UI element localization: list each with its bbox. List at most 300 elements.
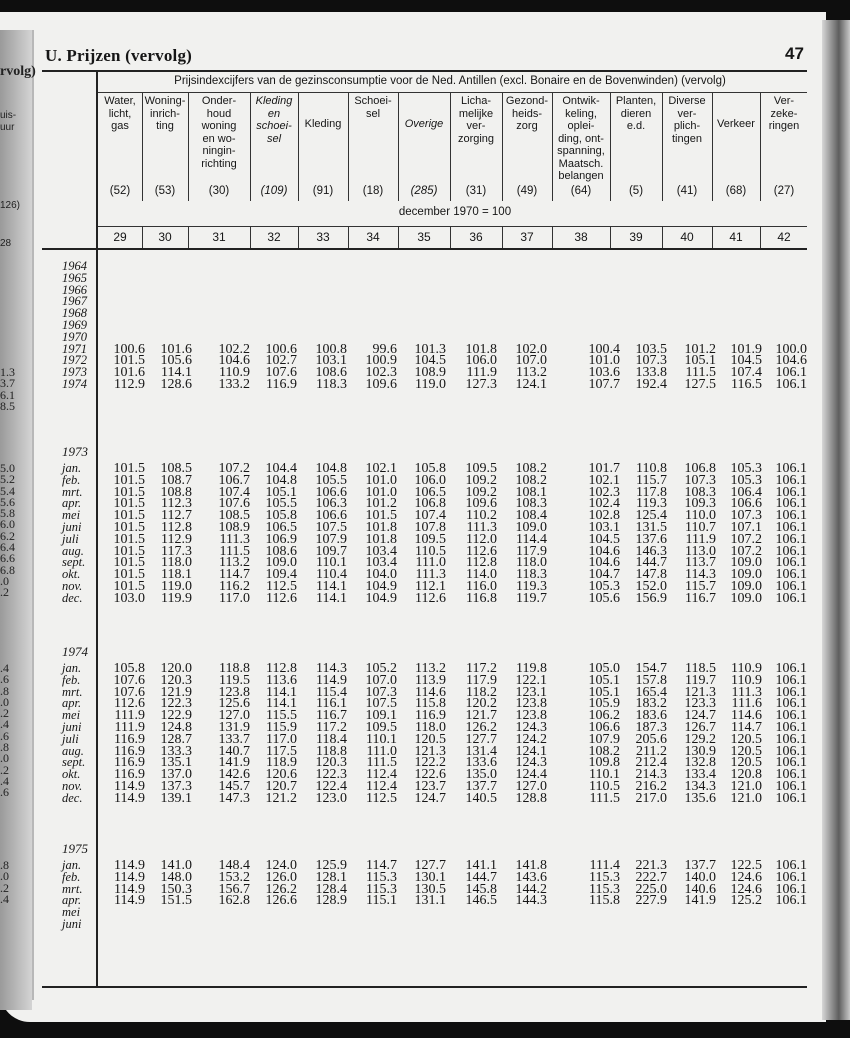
table-cell: 100.0 <box>775 341 807 357</box>
column-divider <box>502 227 503 248</box>
table-cell: 128.6 <box>160 376 192 392</box>
column-header: Kleding <box>304 118 342 130</box>
table-cell: 102.1 <box>588 472 620 488</box>
table-cell: 114.9 <box>114 881 145 897</box>
table-cell: 141.9 <box>218 755 250 771</box>
table-cell: 101.5 <box>113 496 145 512</box>
table-cell: 106.8 <box>684 461 716 476</box>
table-cell: 109.4 <box>265 567 297 583</box>
table-cell: 101.5 <box>113 461 145 476</box>
table-cell: 108.3 <box>684 484 716 500</box>
table-cell: 101.0 <box>588 353 620 369</box>
table-cell: 127.7 <box>465 731 497 747</box>
table-cell: 212.4 <box>635 755 667 771</box>
table-cell: 134.3 <box>684 778 716 794</box>
row-labels <box>62 646 88 805</box>
table-cell: 108.7 <box>160 472 192 488</box>
table-cell: 119.7 <box>685 672 716 688</box>
table-cell: 114.1 <box>316 590 347 606</box>
table-cell: 122.3 <box>315 767 347 783</box>
table-cell: 101.5 <box>365 508 397 524</box>
top-rule <box>42 70 807 72</box>
row-label: juni <box>62 916 82 931</box>
table-cell: 112.8 <box>161 519 192 535</box>
table-cell: 139.1 <box>160 790 192 806</box>
table-cell: 115.7 <box>685 578 716 594</box>
table-cell: 123.8 <box>218 684 250 700</box>
book-gutter <box>32 30 34 1000</box>
column-number: 35 <box>417 230 431 244</box>
table-cell: 105.3 <box>588 578 620 594</box>
table-cell: 101.5 <box>113 578 145 594</box>
table-cell: 101.5 <box>113 519 145 535</box>
table-cell: 108.3 <box>515 496 547 512</box>
table-cell: 106.1 <box>775 893 807 909</box>
table-cell: 106.6 <box>315 508 347 524</box>
table-cell: 112.8 <box>466 555 497 571</box>
header-bottom-rule <box>42 248 807 250</box>
column-header: Diverse ver- plich- tingen <box>668 95 706 145</box>
table-cell: 102.3 <box>588 484 620 500</box>
table-cell: 106.5 <box>414 484 446 500</box>
table-cell: 101.5 <box>113 353 145 369</box>
table-cell: 128.1 <box>315 869 347 885</box>
table-cell: 104.5 <box>414 353 446 369</box>
table-cell: 105.0 <box>588 661 620 676</box>
table-cell: 102.7 <box>265 353 297 369</box>
table-cell: 119.7 <box>516 590 547 606</box>
row-label: sept. <box>62 555 86 570</box>
left-value-column: .4 .6 .8 .0 .2 .4 .6 .8 .0 .2 .4 .6 <box>0 661 9 800</box>
column-divider <box>250 93 251 201</box>
table-cell: 152.0 <box>635 578 667 594</box>
table-cell: 137.6 <box>635 531 667 547</box>
table-cell: 105.1 <box>588 672 620 688</box>
column-number: 42 <box>777 230 791 244</box>
table-cell: 102.1 <box>365 461 397 476</box>
table-cell: 109.5 <box>414 531 446 547</box>
table-cell: 101.3 <box>414 341 446 357</box>
table-cell: 107.5 <box>365 696 397 712</box>
table-cell: 118.4 <box>316 731 347 747</box>
table-cell: 101.7 <box>588 461 620 476</box>
table-cell: 109.5 <box>465 461 497 476</box>
table-cell: 106.1 <box>775 858 807 873</box>
table-cell: 102.4 <box>588 496 620 512</box>
table-cell: 135.0 <box>465 767 497 783</box>
section-year: 1973 <box>62 444 88 459</box>
table-cell: 124.8 <box>160 719 192 735</box>
table-cell: 105.1 <box>588 684 620 700</box>
table-cell: 154.7 <box>635 661 667 676</box>
table-cell: 126.2 <box>465 719 497 735</box>
table-cell: 106.1 <box>775 881 807 897</box>
table-cell: 101.8 <box>365 531 397 547</box>
table-cell: 101.0 <box>365 484 397 500</box>
table-cell: 107.6 <box>265 365 297 381</box>
table-cell: 106.1 <box>775 590 807 606</box>
column-divider <box>760 93 761 201</box>
row-label: 1964 <box>62 259 87 273</box>
table-cell: 123.7 <box>414 778 446 794</box>
table-cell: 118.2 <box>466 684 497 700</box>
column-divider <box>760 227 761 248</box>
table-cell: 106.1 <box>775 567 807 583</box>
table-cell: 104.7 <box>588 567 620 583</box>
table-cell: 116.0 <box>466 578 497 594</box>
table-cell: 103.1 <box>315 353 347 369</box>
table-cell: 106.5 <box>265 519 297 535</box>
column-divider <box>298 93 299 201</box>
column-number: 37 <box>520 230 534 244</box>
table-cell: 114.1 <box>266 696 297 712</box>
table-cell: 101.2 <box>684 341 716 357</box>
column-divider <box>712 227 713 248</box>
column-divider <box>662 93 663 201</box>
table-cell: 126.2 <box>265 881 297 897</box>
table-cell: 113.9 <box>415 672 446 688</box>
table-cell: 148.0 <box>160 869 192 885</box>
column-header: Water, licht, gas <box>104 95 136 132</box>
table-cell: 102.3 <box>365 365 397 381</box>
row-label: jan. <box>62 661 82 675</box>
table-cell: 107.4 <box>218 484 250 500</box>
row-label: 1968 <box>62 306 87 321</box>
table-cell: 103.1 <box>588 519 620 535</box>
table-cell: 183.6 <box>635 708 667 724</box>
column-header: Planten, dieren e.d. <box>615 95 657 132</box>
table-cell: 112.8 <box>266 661 297 676</box>
column-divider <box>348 93 349 201</box>
table-cell: 122.4 <box>315 778 347 794</box>
table-cell: 140.6 <box>684 881 716 897</box>
row-label: nov. <box>62 578 83 593</box>
row-label: mei <box>62 508 81 523</box>
table-cell: 113.0 <box>685 543 716 559</box>
column-divider <box>142 93 143 201</box>
table-cell: 114.6 <box>731 708 762 724</box>
table-cell: 118.0 <box>516 555 547 571</box>
table-cell: 109.6 <box>465 496 497 512</box>
table-cell: 106.1 <box>775 484 807 500</box>
column-divider <box>552 93 553 201</box>
column-weight: (109) <box>260 185 288 197</box>
table-cell: 222.7 <box>635 869 667 885</box>
column-weight: (30) <box>208 185 230 197</box>
table-cell: 221.3 <box>635 858 667 873</box>
table-cell: 148.4 <box>218 858 250 873</box>
table-cell: 123.8 <box>515 696 547 712</box>
table-cell: 115.8 <box>415 696 446 712</box>
table-cell: 214.3 <box>635 767 667 783</box>
table-cell: 211.2 <box>636 743 667 759</box>
row-label: 1970 <box>62 329 87 344</box>
table-cell: 101.5 <box>113 555 145 571</box>
table-cell: 120.7 <box>265 778 297 794</box>
table-cell: 133.7 <box>218 731 250 747</box>
table-cell: 106.1 <box>775 696 807 712</box>
table-cell: 106.1 <box>775 531 807 547</box>
table-cell: 112.0 <box>466 531 497 547</box>
table-cell: 106.1 <box>775 508 807 524</box>
column-number: 30 <box>158 230 172 244</box>
table-cell: 106.1 <box>775 365 807 381</box>
table-cell: 111.5 <box>685 365 716 381</box>
table-cell: 108.2 <box>515 461 547 476</box>
table-cell: 119.3 <box>636 496 667 512</box>
table-cell: 124.3 <box>515 719 547 735</box>
table-cell: 110.7 <box>685 519 716 535</box>
table-cell: 128.4 <box>315 881 347 897</box>
table-cell: 122.6 <box>414 767 446 783</box>
table-cell: 122.1 <box>515 672 547 688</box>
table-cell: 114.9 <box>114 893 145 909</box>
table-cell: 101.8 <box>365 519 397 535</box>
table-cell: 116.2 <box>219 578 250 594</box>
column-header: Licha- melijke ver- zorging <box>457 95 495 145</box>
table-cell: 106.1 <box>775 767 807 783</box>
table-cell: 110.5 <box>589 778 620 794</box>
table-cell: 106.9 <box>265 531 297 547</box>
table-cell: 119.0 <box>161 578 192 594</box>
table-cell: 124.7 <box>414 790 446 806</box>
table-cell: 124.7 <box>684 708 716 724</box>
column-divider <box>142 227 143 248</box>
table-cell: 117.3 <box>161 543 192 559</box>
table-cell: 116.9 <box>114 767 145 783</box>
table-cell: 116.1 <box>316 696 347 712</box>
table-cell: 106.8 <box>414 496 446 512</box>
table-cell: 115.9 <box>266 719 297 735</box>
column-weight: (5) <box>628 185 644 197</box>
table-cell: 106.1 <box>775 578 807 594</box>
column-divider <box>250 227 251 248</box>
left-colnum-fragment: 28 <box>0 238 12 249</box>
table-cell: 130.5 <box>414 881 446 897</box>
table-cell: 105.6 <box>588 590 620 606</box>
table-cell: 103.4 <box>365 543 397 559</box>
table-cell: 110.1 <box>366 731 397 747</box>
column-weight: (49) <box>516 185 538 197</box>
table-cell: 114.9 <box>114 790 145 806</box>
table-cell: 117.9 <box>466 672 497 688</box>
table-cell: 183.2 <box>635 696 667 712</box>
table-cell: 123.1 <box>515 684 547 700</box>
table-cell: 135.6 <box>684 790 716 806</box>
table-cell: 112.7 <box>161 508 192 524</box>
column-weight: (31) <box>465 185 487 197</box>
table-cell: 111.9 <box>685 531 716 547</box>
table-cell: 105.3 <box>730 461 762 476</box>
table-cell: 112.9 <box>114 376 145 392</box>
column-header: Woning- inrich- ting <box>144 95 186 132</box>
table-caption: Prijsindexcijfers van de gezinsconsumptie voor de Ned. Antillen (excl. Bonaire en de Bovenwinden) (vervolg) <box>174 75 726 87</box>
row-label: 1967 <box>62 294 87 309</box>
table-cell: 123.3 <box>684 696 716 712</box>
column-number: 38 <box>574 230 588 244</box>
row-label: juli <box>62 731 79 746</box>
table-cell: 124.2 <box>515 731 547 747</box>
column-divider <box>712 93 713 201</box>
table-cell: 117.8 <box>636 484 667 500</box>
table-cell: 217.0 <box>635 790 667 806</box>
table-cell: 123.8 <box>515 708 547 724</box>
table-cell: 108.5 <box>160 461 192 476</box>
table-cell: 111.9 <box>114 708 145 724</box>
table-cell: 101.6 <box>113 365 145 381</box>
column-divider <box>188 93 189 201</box>
left-value-column: 5.0 5.2 5.4 5.6 5.8 6.0 6.2 6.4 6.6 6.8 .0 .2 <box>0 461 15 600</box>
table-cell: 106.2 <box>588 708 620 724</box>
table-cell: 115.3 <box>589 881 620 897</box>
table-cell: 109.0 <box>515 519 547 535</box>
table-cell: 101.8 <box>465 341 497 357</box>
column-divider <box>348 227 349 248</box>
table-cell: 121.3 <box>414 743 446 759</box>
table-cell: 137.7 <box>465 778 497 794</box>
table-cell: 114.1 <box>316 578 347 594</box>
row-label: juni <box>62 719 82 734</box>
table-cell: 104.0 <box>365 567 397 583</box>
table-cell: 205.6 <box>635 731 667 747</box>
table-cell: 101.5 <box>113 531 145 547</box>
table-cell: 108.9 <box>218 519 250 535</box>
table-cell: 105.5 <box>265 496 297 512</box>
row-label: okt. <box>62 767 81 782</box>
left-header-fragment-2: uur <box>0 122 15 133</box>
table-cell: 133.3 <box>160 743 192 759</box>
table-cell: 110.1 <box>589 767 620 783</box>
column-weight: (27) <box>773 185 795 197</box>
table-cell: 117.0 <box>219 590 250 606</box>
section-year: 1974 <box>62 644 88 659</box>
table-cell: 109.0 <box>265 555 297 571</box>
row-label: jan. <box>62 461 82 475</box>
table-cell: 105.6 <box>160 353 192 369</box>
table-cell: 111.5 <box>219 543 250 559</box>
row-label: 1969 <box>62 317 87 332</box>
row-label: dec. <box>62 590 83 605</box>
row-label: sept. <box>62 755 86 770</box>
table-cell: 128.8 <box>515 790 547 806</box>
page-stack-edge <box>822 20 850 1020</box>
table-cell: 115.7 <box>636 472 667 488</box>
table-cell: 109.1 <box>365 708 397 724</box>
table-cell: 127.0 <box>515 778 547 794</box>
row-label: aug. <box>62 543 84 558</box>
column-divider <box>188 227 189 248</box>
table-cell: 144.7 <box>635 555 667 571</box>
table-cell: 105.9 <box>588 696 620 712</box>
table-cell: 110.9 <box>731 672 762 688</box>
table-cell: 130.1 <box>414 869 446 885</box>
row-label: mei <box>62 708 81 723</box>
table-cell: 114.7 <box>731 719 762 735</box>
table-cell: 107.3 <box>684 472 716 488</box>
table-cell: 131.9 <box>218 719 250 735</box>
table-cell: 131.4 <box>465 743 497 759</box>
column-header: Gezond- heids- zorg <box>505 95 549 132</box>
table-cell: 103.0 <box>113 590 145 606</box>
table-cell: 106.1 <box>775 755 807 771</box>
table-cell: 112.5 <box>266 578 297 594</box>
table-cell: 162.8 <box>218 893 250 909</box>
column-divider <box>398 93 399 201</box>
table-cell: 107.9 <box>315 531 347 547</box>
table-cell: 106.0 <box>465 353 497 369</box>
table-cell: 126.0 <box>265 869 297 885</box>
table-cell: 122.9 <box>160 708 192 724</box>
table-cell: 101.5 <box>113 472 145 488</box>
table-cell: 165.4 <box>635 684 667 700</box>
table-cell: 114.7 <box>219 567 250 583</box>
table-cell: 117.0 <box>266 731 297 747</box>
table-cell: 120.5 <box>414 731 446 747</box>
row-label: jan. <box>62 858 82 872</box>
column-weight: (53) <box>154 185 176 197</box>
table-cell: 128.9 <box>315 893 347 909</box>
table-cell: 111.9 <box>466 365 497 381</box>
table-cell: 107.0 <box>365 672 397 688</box>
table-cell: 107.2 <box>218 461 250 476</box>
table-cell: 118.9 <box>266 755 297 771</box>
table-cell: 107.8 <box>414 519 446 535</box>
table-cell: 103.5 <box>635 341 667 357</box>
table-cell: 132.8 <box>684 755 716 771</box>
table-cell: 104.5 <box>588 531 620 547</box>
table-cell: 116.7 <box>685 590 716 606</box>
table-cell: 110.9 <box>219 365 250 381</box>
table-cell: 112.6 <box>466 543 497 559</box>
table-cell: 112.6 <box>114 696 145 712</box>
table-cell: 114.9 <box>114 869 145 885</box>
table-cell: 147.3 <box>218 790 250 806</box>
table-cell: 110.4 <box>316 567 347 583</box>
table-cell: 113.2 <box>415 661 446 676</box>
table-cell: 124.6 <box>730 869 762 885</box>
table-cell: 111.9 <box>114 719 145 735</box>
table-cell: 127.0 <box>218 708 250 724</box>
table-cell: 141.9 <box>684 893 716 909</box>
table-cell: 124.6 <box>730 881 762 897</box>
table-cell: 106.6 <box>588 719 620 735</box>
table-cell: 133.8 <box>635 365 667 381</box>
table-cell: 137.7 <box>684 858 716 873</box>
table-cell: 157.8 <box>635 672 667 688</box>
table-cell: 102.2 <box>218 341 250 357</box>
column-weight: (52) <box>109 185 131 197</box>
table-cell: 107.0 <box>515 353 547 369</box>
table-cell: 108.4 <box>515 508 547 524</box>
row-label: feb. <box>62 472 81 487</box>
table-cell: 102.8 <box>588 508 620 524</box>
table-cell: 115.4 <box>316 684 347 700</box>
table-cell: 106.1 <box>775 778 807 794</box>
table-cell: 106.1 <box>775 661 807 676</box>
table-cell: 143.6 <box>515 869 547 885</box>
table-cell: 133.4 <box>684 767 716 783</box>
table-cell: 106.1 <box>775 719 807 735</box>
table-cell: 115.3 <box>366 869 397 885</box>
table-cell: 130.9 <box>684 743 716 759</box>
table-cell: 106.1 <box>775 731 807 747</box>
table-cell: 116.5 <box>731 376 762 392</box>
table-cell: 111.6 <box>731 696 762 712</box>
table-cell: 114.0 <box>466 567 497 583</box>
row-label: juni <box>62 519 82 534</box>
table-cell: 106.1 <box>775 472 807 488</box>
column-number: 39 <box>629 230 643 244</box>
